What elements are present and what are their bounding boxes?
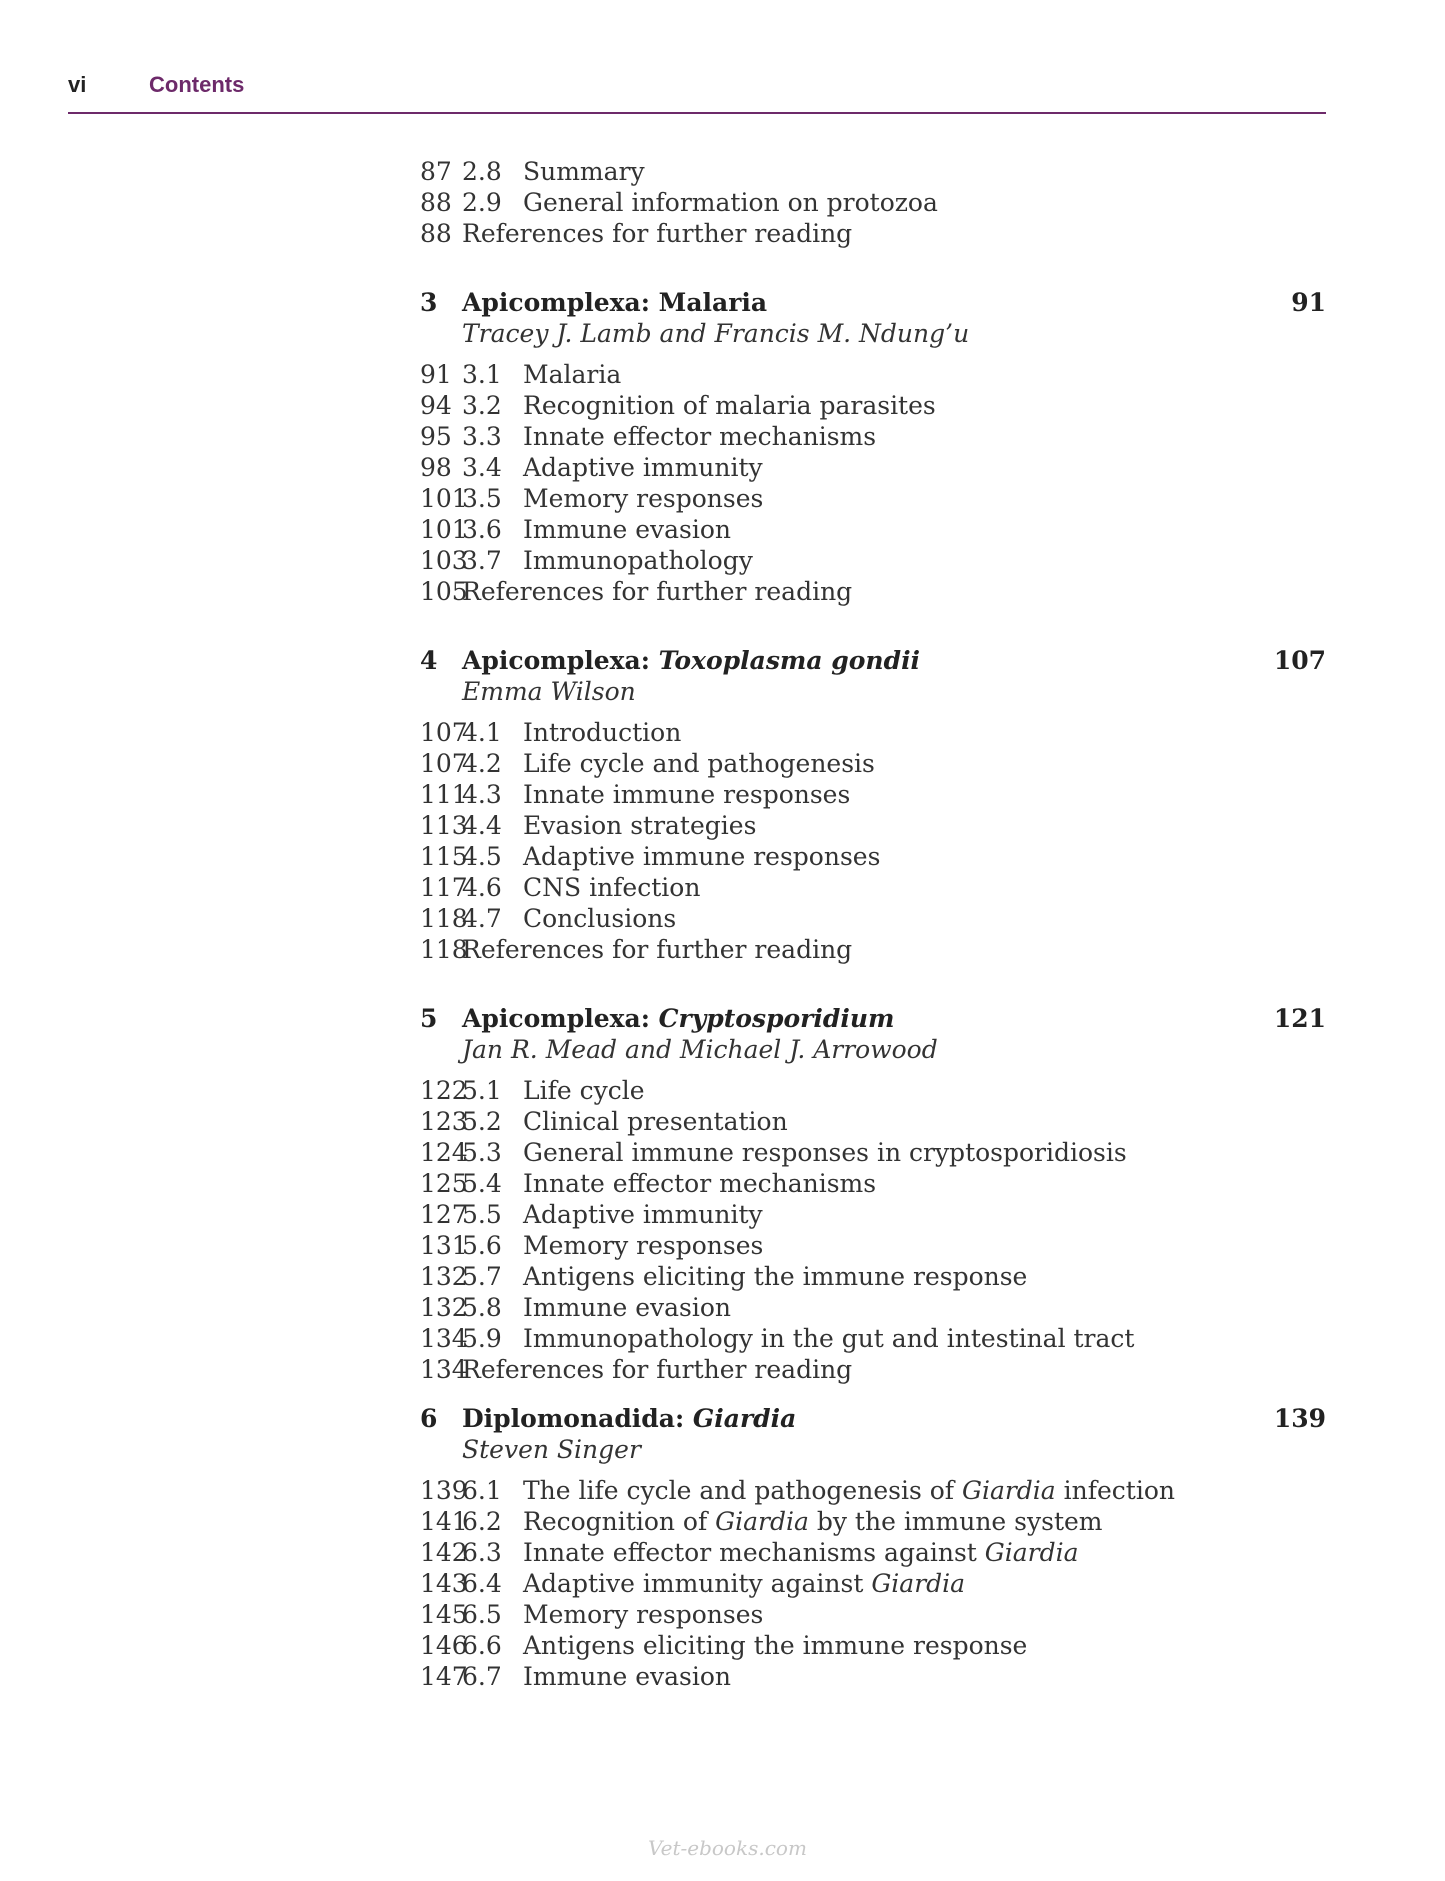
section-number: 6.7 — [462, 1662, 502, 1691]
page-ref: 146 — [420, 1631, 468, 1660]
toc-entry[interactable] — [420, 1168, 1326, 1199]
chapter-number: 3 — [420, 288, 438, 317]
toc-entry[interactable] — [420, 1106, 1326, 1137]
section-title: Adaptive immune responses — [523, 842, 881, 871]
page-ref: 88 — [420, 188, 452, 217]
section-number: 3.4 — [462, 453, 502, 482]
section-number: 4.3 — [462, 780, 502, 809]
page-ref: 101 — [420, 515, 468, 544]
toc-chapter-5 — [420, 1003, 1326, 1385]
section-number: 5.3 — [462, 1138, 502, 1167]
section-title: Life cycle — [523, 1076, 645, 1105]
section-number: 5.2 — [462, 1107, 502, 1136]
chapter-authors: Tracey J. Lamb and Francis M. Ndung’u — [462, 319, 970, 348]
toc-references-entry[interactable] — [420, 1354, 1326, 1385]
section-number: 6.1 — [462, 1476, 502, 1505]
chapter-number: 5 — [420, 1004, 438, 1033]
toc-entry[interactable] — [420, 903, 1326, 934]
toc-entry[interactable] — [420, 872, 1326, 903]
section-number: 4.7 — [462, 904, 502, 933]
toc-entry[interactable] — [420, 1323, 1326, 1354]
section-number: 6.3 — [462, 1538, 502, 1567]
page-ref: 118 — [420, 935, 468, 964]
page-ref: 111 — [420, 780, 468, 809]
toc-entry[interactable] — [420, 1292, 1326, 1323]
toc-entry[interactable] — [420, 1506, 1326, 1537]
section-number: 3.6 — [462, 515, 502, 544]
chapter-page-ref: 139 — [1273, 1404, 1326, 1433]
section-number: 3.5 — [462, 484, 502, 513]
chapter-page-ref: 121 — [1273, 1004, 1326, 1033]
page-ref: 143 — [420, 1569, 468, 1598]
references-title: References for further reading — [462, 219, 853, 248]
section-number: 3.7 — [462, 546, 502, 575]
toc-entry[interactable] — [420, 810, 1326, 841]
section-number: 6.5 — [462, 1600, 502, 1629]
toc-entry[interactable] — [420, 421, 1326, 452]
chapter-heading[interactable] — [420, 1003, 1326, 1034]
page-ref: 124 — [420, 1138, 468, 1167]
section-title: Adaptive immunity against Giardia — [523, 1569, 966, 1598]
page-ref: 134 — [420, 1355, 468, 1384]
section-number: 5.9 — [462, 1324, 502, 1353]
section-number: 4.4 — [462, 811, 502, 840]
page-ref: 95 — [420, 422, 452, 451]
toc-entry[interactable] — [420, 1137, 1326, 1168]
section-number: 4.2 — [462, 749, 502, 778]
page-ref: 107 — [420, 718, 468, 747]
section-title: Immune evasion — [523, 515, 732, 544]
toc-entry[interactable] — [420, 717, 1326, 748]
section-title: General information on protozoa — [523, 188, 938, 217]
chapter-authors: Steven Singer — [462, 1435, 641, 1464]
page-ref: 134 — [420, 1324, 468, 1353]
section-title: Antigens eliciting the immune response — [523, 1631, 1028, 1660]
page-ref: 139 — [420, 1476, 468, 1505]
section-title: Immunopathology in the gut and intestinal tract — [523, 1324, 1135, 1353]
page-ref: 88 — [420, 219, 452, 248]
page-ref: 142 — [420, 1538, 468, 1567]
section-title: Memory responses — [523, 484, 764, 513]
toc-entry[interactable] — [420, 452, 1326, 483]
section-title: Antigens eliciting the immune response — [523, 1262, 1028, 1291]
section-title: Memory responses — [523, 1231, 764, 1260]
toc-references-entry[interactable] — [420, 934, 1326, 965]
chapter-title: Apicomplexa: Malaria — [462, 288, 768, 317]
section-title: Summary — [523, 157, 645, 186]
references-title: References for further reading — [462, 935, 853, 964]
toc-entry[interactable] — [420, 1261, 1326, 1292]
page-ref: 94 — [420, 391, 452, 420]
section-title: Evasion strategies — [523, 811, 757, 840]
section-title: Immune evasion — [523, 1662, 732, 1691]
section-number: 3.1 — [462, 360, 502, 389]
page-ref: 101 — [420, 484, 468, 513]
section-number: 3.3 — [462, 422, 502, 451]
section-title: Innate immune responses — [523, 780, 851, 809]
toc-entry[interactable] — [420, 1075, 1326, 1106]
toc-entry[interactable] — [420, 779, 1326, 810]
page-ref: 132 — [420, 1262, 468, 1291]
toc-entry[interactable] — [420, 156, 1326, 187]
page-ref: 87 — [420, 157, 452, 186]
section-number: 5.8 — [462, 1293, 502, 1322]
page-ref: 118 — [420, 904, 468, 933]
chapter-title: Diplomonadida: Giardia — [462, 1404, 797, 1433]
section-title: Innate effector mechanisms against Giardia — [523, 1538, 1079, 1567]
page-ref: 98 — [420, 453, 452, 482]
section-number: 5.4 — [462, 1169, 502, 1198]
section-title: Conclusions — [523, 904, 677, 933]
section-title: The life cycle and pathogenesis of Giardia infection — [523, 1476, 1176, 1505]
chapter-title: Apicomplexa: Toxoplasma gondii — [462, 646, 921, 675]
page-number: vi — [68, 72, 87, 97]
section-title: CNS infection — [523, 873, 701, 902]
section-number: 4.5 — [462, 842, 502, 871]
page-ref: 132 — [420, 1293, 468, 1322]
section-title: Recognition of Giardia by the immune system — [523, 1507, 1103, 1536]
chapter-authors: Emma Wilson — [462, 677, 636, 706]
toc-references-entry[interactable] — [420, 218, 1326, 249]
toc-entry[interactable] — [420, 390, 1326, 421]
watermark: Vet-ebooks.com — [648, 1836, 807, 1860]
page-ref: 147 — [420, 1662, 468, 1691]
toc-chapter-6 — [420, 1403, 1326, 1692]
toc-entry[interactable] — [420, 514, 1326, 545]
section-number: 3.2 — [462, 391, 502, 420]
section-title: Introduction — [523, 718, 682, 747]
chapter-number: 6 — [420, 1404, 438, 1433]
section-number: 6.4 — [462, 1569, 502, 1598]
section-number: 5.1 — [462, 1076, 502, 1105]
page-ref: 103 — [420, 546, 468, 575]
section-title: Adaptive immunity — [523, 453, 763, 482]
page-ref: 141 — [420, 1507, 468, 1536]
section-number: 6.2 — [462, 1507, 502, 1536]
section-number: 6.6 — [462, 1631, 502, 1660]
page-ref: 145 — [420, 1600, 468, 1629]
page-ref: 123 — [420, 1107, 468, 1136]
chapter-page-ref: 91 — [1291, 288, 1326, 317]
section-number: 5.5 — [462, 1200, 502, 1229]
section-title: Innate effector mechanisms — [523, 1169, 877, 1198]
page-ref: 113 — [420, 811, 468, 840]
section-title: Life cycle and pathogenesis — [523, 749, 875, 778]
chapter-number: 4 — [420, 646, 438, 675]
table-of-contents — [420, 156, 1326, 1692]
section-number: 2.8 — [462, 157, 502, 186]
page-ref: 122 — [420, 1076, 468, 1105]
section-title: Immunopathology — [523, 546, 753, 575]
running-head: Contents — [149, 72, 245, 97]
section-title: Innate effector mechanisms — [523, 422, 877, 451]
page-ref: 107 — [420, 749, 468, 778]
section-number: 4.6 — [462, 873, 502, 902]
section-title: Adaptive immunity — [523, 1200, 763, 1229]
toc-references-entry[interactable] — [420, 576, 1326, 607]
section-number: 5.7 — [462, 1262, 502, 1291]
section-number: 4.1 — [462, 718, 502, 747]
section-title: Clinical presentation — [523, 1107, 788, 1136]
toc-chapter-3 — [420, 287, 1326, 607]
toc-entry[interactable] — [420, 748, 1326, 779]
section-title: Memory responses — [523, 1600, 764, 1629]
toc-entry[interactable] — [420, 1475, 1326, 1506]
chapter-heading[interactable] — [420, 287, 1326, 318]
toc-entry[interactable] — [420, 187, 1326, 218]
toc-entry[interactable] — [420, 359, 1326, 390]
toc-entry[interactable] — [420, 1537, 1326, 1568]
page-ref: 127 — [420, 1200, 468, 1229]
toc-entry[interactable] — [420, 1630, 1326, 1661]
toc-entry[interactable] — [420, 483, 1326, 514]
toc-entry[interactable] — [420, 841, 1326, 872]
toc-entry[interactable] — [420, 545, 1326, 576]
toc-entry[interactable] — [420, 1599, 1326, 1630]
toc-entry[interactable] — [420, 1568, 1326, 1599]
chapter-page-ref: 107 — [1273, 646, 1326, 675]
references-title: References for further reading — [462, 577, 853, 606]
toc-continued-section — [420, 156, 1326, 249]
page-ref: 105 — [420, 577, 468, 606]
page-header — [68, 70, 1326, 114]
toc-chapter-4 — [420, 645, 1326, 965]
chapter-heading[interactable] — [420, 645, 1326, 676]
page-ref: 91 — [420, 360, 452, 389]
section-title: Malaria — [523, 360, 622, 389]
section-number: 2.9 — [462, 188, 502, 217]
page-ref: 125 — [420, 1169, 468, 1198]
toc-entry[interactable] — [420, 1230, 1326, 1261]
page-ref: 115 — [420, 842, 468, 871]
section-title: Recognition of malaria parasites — [523, 391, 936, 420]
toc-entry[interactable] — [420, 1661, 1326, 1692]
section-title: Immune evasion — [523, 1293, 732, 1322]
chapter-authors: Jan R. Mead and Michael J. Arrowood — [462, 1035, 938, 1064]
chapter-title: Apicomplexa: Cryptosporidium — [462, 1004, 895, 1033]
section-title: General immune responses in cryptosporidiosis — [523, 1138, 1127, 1167]
page-ref: 117 — [420, 873, 468, 902]
section-number: 5.6 — [462, 1231, 502, 1260]
toc-entry[interactable] — [420, 1199, 1326, 1230]
chapter-heading[interactable] — [420, 1403, 1326, 1434]
page-ref: 131 — [420, 1231, 468, 1260]
references-title: References for further reading — [462, 1355, 853, 1384]
